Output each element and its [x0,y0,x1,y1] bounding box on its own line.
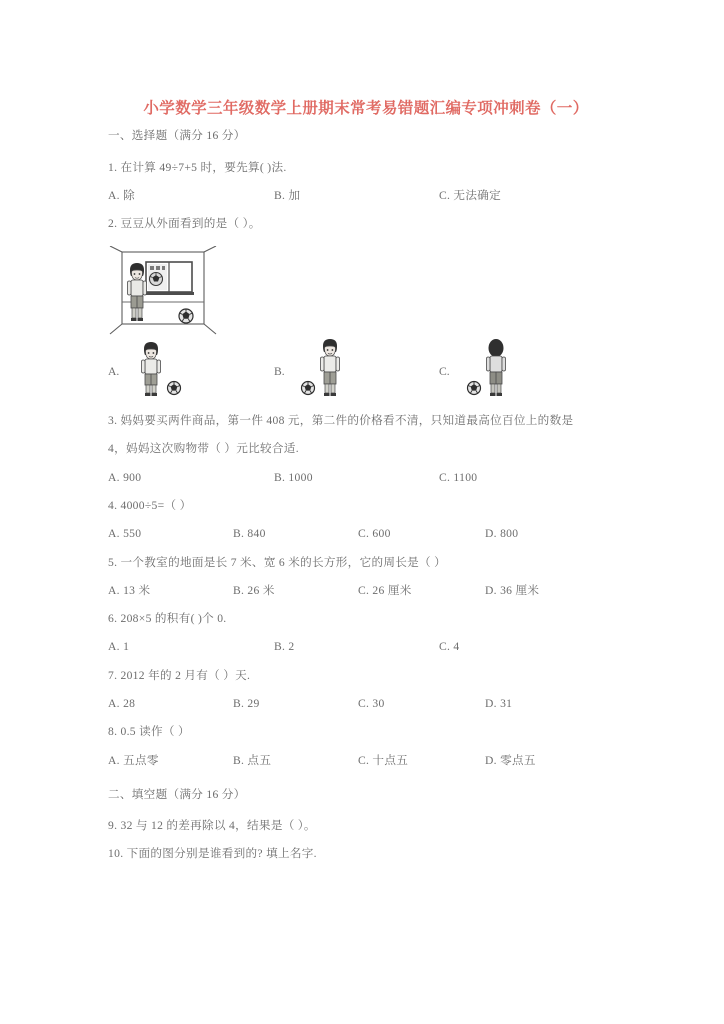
question-5-option-c[interactable]: C. 26 厘米 [358,584,412,597]
section-heading-fill-blank: 二、填空题（满分 16 分） [108,788,246,801]
soccer-ball-scene [179,309,193,323]
question-2-option-a-figure[interactable] [134,338,198,396]
boy-figure-scene [128,263,147,321]
question-7-stem: 7. 2012 年的 2 月有（ ）天. [108,669,251,682]
soccer-ball-a [168,382,181,395]
question-10-stem: 10. 下面的图分别是谁看到的? 填上名字. [108,847,317,860]
question-3-option-b[interactable]: B. 1000 [274,471,313,484]
question-8-option-a[interactable]: A. 五点零 [108,754,159,767]
question-7-option-c[interactable]: C. 30 [358,697,385,710]
question-2-scene-illustration [108,246,218,336]
question-2-option-a-label[interactable]: A. [108,365,120,378]
question-4-option-a[interactable]: A. 550 [108,527,142,540]
question-2-option-c-figure[interactable] [462,338,526,396]
question-4-option-c[interactable]: C. 600 [358,527,391,540]
question-4-stem: 4. 4000÷5=（ ） [108,499,192,512]
question-1-option-a[interactable]: A. 除 [108,189,135,202]
question-4-option-d[interactable]: D. 800 [485,527,519,540]
question-3-stem-line-2: 4，妈妈这次购物带（ ）元比较合适. [108,442,299,455]
question-6-option-a[interactable]: A. 1 [108,640,130,653]
question-3-stem-line-1: 3. 妈妈要买两件商品，第一件 408 元，第二件的价格看不清，只知道最高位百位上的数是 [108,414,574,427]
question-8-option-c[interactable]: C. 十点五 [358,754,409,767]
question-7-option-b[interactable]: B. 29 [233,697,260,710]
question-3-option-c[interactable]: C. 1100 [439,471,478,484]
question-1-stem: 1. 在计算 49÷7+5 时，要先算( )法. [108,161,287,174]
question-8-option-d[interactable]: D. 零点五 [485,754,536,767]
question-1-option-c[interactable]: C. 无法确定 [439,189,502,202]
section-heading-choice: 一、选择题（满分 16 分） [108,129,246,142]
question-6-option-c[interactable]: C. 4 [439,640,460,653]
boy-front-b [321,339,340,396]
question-9-stem: 9. 32 与 12 的差再除以 4，结果是（ ）。 [108,819,316,832]
question-2-option-b-label[interactable]: B. [274,365,285,378]
soccer-ball-b [302,382,315,395]
question-7-option-a[interactable]: A. 28 [108,697,136,710]
question-1-option-b[interactable]: B. 加 [274,189,301,202]
window-frame [144,262,194,295]
boy-back-c [487,339,506,396]
question-2-option-c-label[interactable]: C. [439,365,450,378]
question-2-stem: 2. 豆豆从外面看到的是（ ）。 [108,217,261,230]
question-2-option-b-figure[interactable] [296,338,360,396]
question-3-option-a[interactable]: A. 900 [108,471,142,484]
question-4-option-b[interactable]: B. 840 [233,527,266,540]
soccer-ball-c [468,382,481,395]
question-5-option-b[interactable]: B. 26 米 [233,584,275,597]
question-6-option-b[interactable]: B. 2 [274,640,295,653]
page-title: 小学数学三年级数学上册期末常考易错题汇编专项冲刺卷（一） [143,100,589,117]
question-6-stem: 6. 208×5 的积有( )个 0. [108,612,227,625]
question-5-stem: 5. 一个教室的地面是长 7 米、宽 6 米的长方形，它的周长是（ ） [108,556,447,569]
question-8-option-b[interactable]: B. 点五 [233,754,272,767]
room-scene-svg [108,246,218,336]
question-7-option-d[interactable]: D. 31 [485,697,513,710]
question-5-option-a[interactable]: A. 13 米 [108,584,151,597]
question-8-stem: 8. 0.5 读作（ ） [108,725,190,738]
question-5-option-d[interactable]: D. 36 厘米 [485,584,540,597]
question-2-option-figures [96,338,636,396]
boy-front-a [142,342,161,396]
